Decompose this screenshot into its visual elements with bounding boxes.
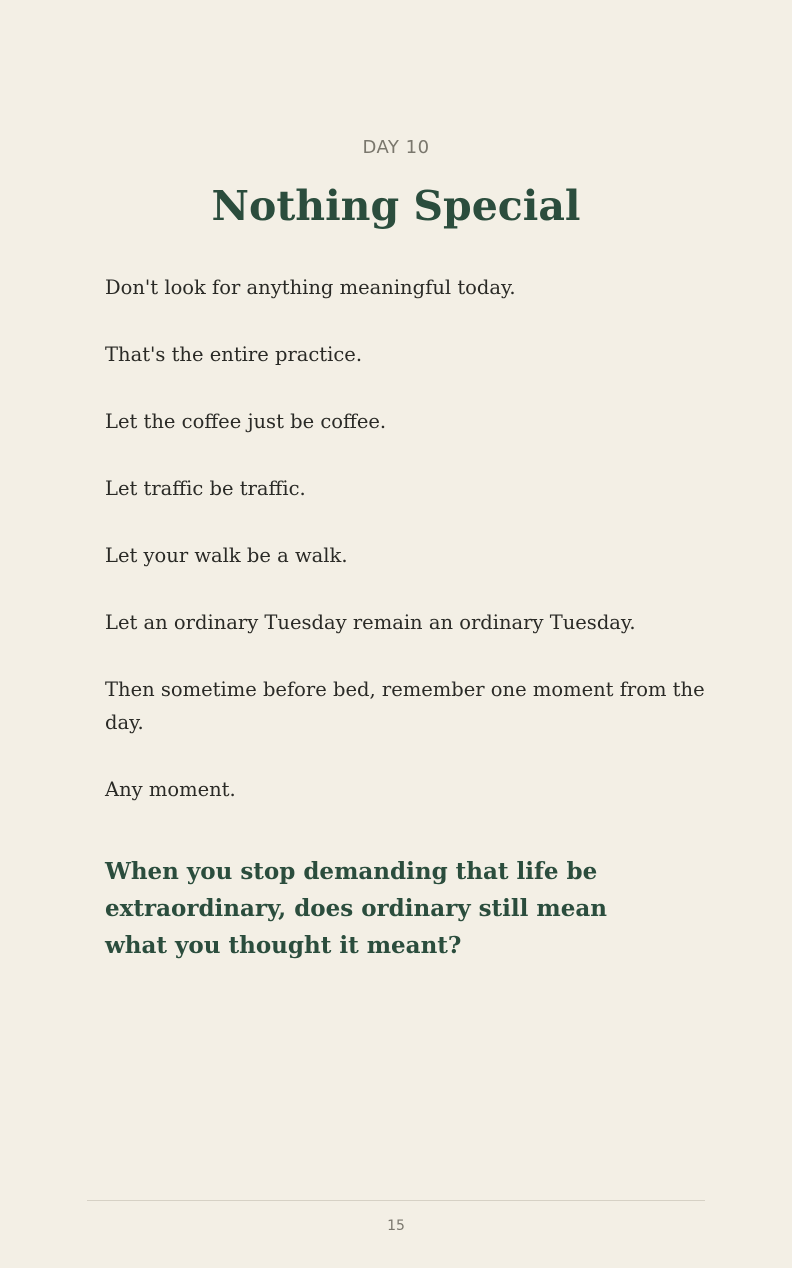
paragraph: Let an ordinary Tuesday remain an ordinary Tuesday. — [105, 611, 636, 634]
page-body — [105, 271, 705, 964]
paragraph: Any moment. — [105, 778, 236, 801]
footer-divider — [87, 1200, 705, 1201]
paragraph: Let traffic be traffic. — [105, 477, 306, 500]
page-title: Nothing Special — [211, 182, 581, 230]
paragraph: That's the entire practice. — [105, 343, 363, 366]
paragraph: Let the coffee just be coffee. — [105, 410, 387, 433]
paragraph: Then sometime before bed, remember one moment from the day. — [105, 678, 705, 734]
paragraph: Let your walk be a walk. — [105, 544, 348, 567]
paragraph: Don't look for anything meaningful today. — [105, 276, 516, 299]
page-number: 15 — [387, 1218, 405, 1234]
day-label: DAY 10 — [362, 137, 430, 158]
reflection-question: When you stop demanding that life be extraordinary, does ordinary still mean what you thought it meant? — [105, 858, 607, 959]
